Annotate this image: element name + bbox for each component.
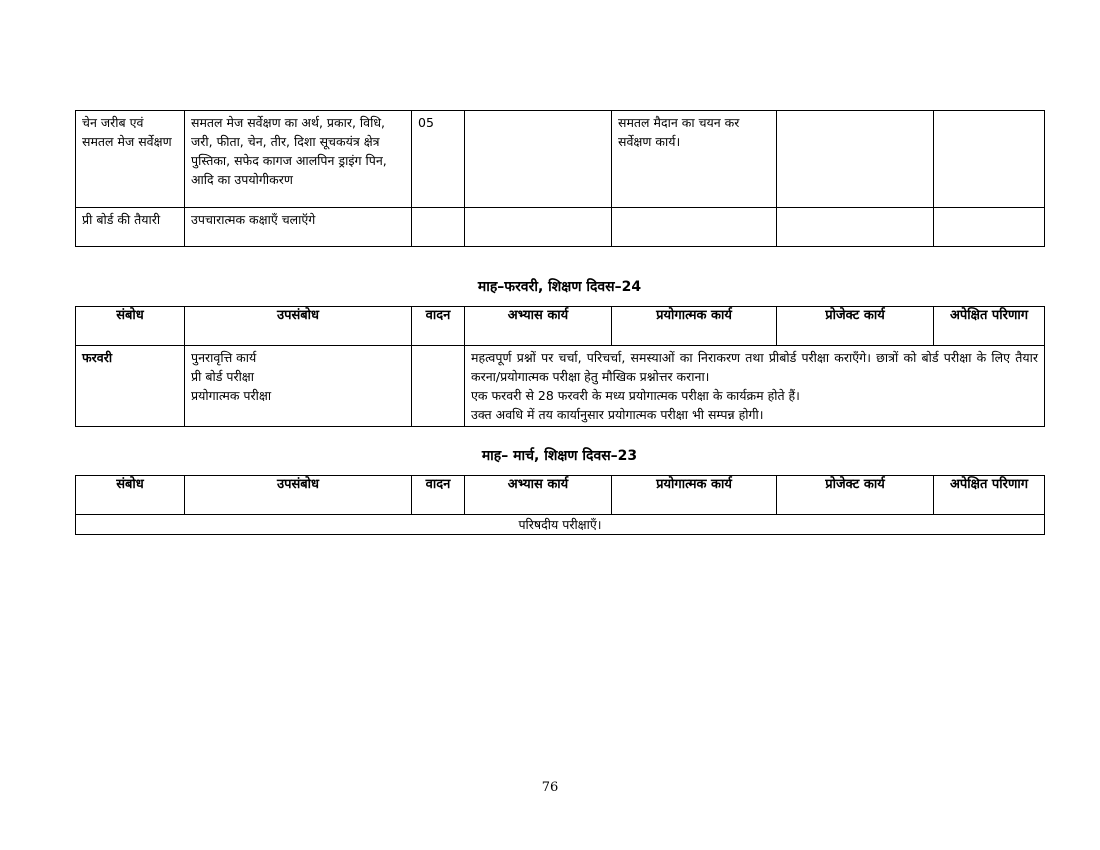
project-cell	[777, 208, 934, 247]
header-topic: संबोध	[76, 307, 185, 346]
february-table	[75, 306, 1045, 427]
march-table	[75, 475, 1045, 535]
header-project: प्रोजेक्ट कार्य	[777, 476, 934, 515]
note-line: महत्वपूर्ण प्रश्नों पर चर्चा, परिचर्चा, समस्याओं का निराकरण तथा प्रीबोर्ड परीक्षा कराएँगे। छात्रों को बोर्ड परीक्षा के लिए तैयार करना/प्रयोगात्मक परीक्षा हेतु मौखिक प्रश्नोत्तर कराना।	[471, 350, 1038, 384]
board-exams-note: परिषदीय परीक्षाएँ।	[76, 515, 1045, 535]
note-line: उक्त अवधि में तय कार्यानुसार प्रयोगात्मक परीक्षा भी सम्पन्न होगी।	[471, 407, 764, 422]
outcome-cell	[934, 111, 1045, 208]
practical-cell	[612, 208, 777, 247]
table-row	[76, 346, 1045, 427]
exercise-cell	[465, 208, 612, 247]
activity-notes-cell	[465, 346, 1045, 427]
subtopic-line: प्री बोर्ड परीक्षा	[191, 369, 255, 384]
table-header-row	[76, 307, 1045, 346]
periods-cell	[412, 208, 465, 247]
header-practical: प्रयोगात्मक कार्य	[612, 307, 777, 346]
topic-cell: चेन जरीब एवं समतल मेज सर्वेक्षण	[76, 111, 185, 208]
note-line: एक फरवरी से 28 फरवरी के मध्य प्रयोगात्मक परीक्षा के कार्यक्रम होते हैं।	[471, 388, 800, 403]
subtopic-line: प्रयोगात्मक परीक्षा	[191, 388, 272, 403]
header-project: प्रोजेक्ट कार्य	[777, 307, 934, 346]
header-outcome: अपेक्षित परिणाग	[934, 476, 1045, 515]
periods-cell	[412, 346, 465, 427]
header-outcome: अपेक्षित परिणाग	[934, 307, 1045, 346]
header-exercise: अभ्यास कार्य	[465, 476, 612, 515]
exercise-cell	[465, 111, 612, 208]
subtopic-line: पुनरावृत्ति कार्य	[191, 350, 257, 365]
subtopic-cell: उपचारात्मक कक्षाएँ चलाऍगे	[185, 208, 412, 247]
header-periods: वादन	[412, 476, 465, 515]
topic-cell: प्री बोर्ड की तैयारी	[76, 208, 185, 247]
header-subtopic: उपसंबोध	[185, 307, 412, 346]
syllabus-table-continued	[75, 110, 1045, 247]
page-number: 76	[541, 780, 559, 795]
march-heading: माह– मार्च, शिक्षण दिवस–23	[481, 448, 638, 464]
table-header-row	[76, 476, 1045, 515]
header-subtopic: उपसंबोध	[185, 476, 412, 515]
subtopic-cell	[185, 346, 412, 427]
table-row	[76, 208, 1045, 247]
outcome-cell	[934, 208, 1045, 247]
topic-cell: फरवरी	[76, 346, 185, 427]
project-cell	[777, 111, 934, 208]
practical-cell: समतल मैदान का चयन कर सर्वेक्षण कार्य।	[612, 111, 777, 208]
table-row	[76, 111, 1045, 208]
subtopic-cell: समतल मेज सर्वेक्षण का अर्थ, प्रकार, विधि, जरी, फीता, चेन, तीर, दिशा सूचकयंत्र क्षेत्र पुस्तिका, सफेद कागज आलपिन ड्राइंग पिन, आदि का उपयोगीकरण	[185, 111, 412, 208]
header-exercise: अभ्यास कार्य	[465, 307, 612, 346]
table-row	[76, 515, 1045, 535]
february-heading: माह–फरवरी, शिक्षण दिवस–24	[477, 279, 642, 295]
header-practical: प्रयोगात्मक कार्य	[612, 476, 777, 515]
periods-cell: 05	[412, 111, 465, 208]
header-topic: संबोध	[76, 476, 185, 515]
header-periods: वादन	[412, 307, 465, 346]
